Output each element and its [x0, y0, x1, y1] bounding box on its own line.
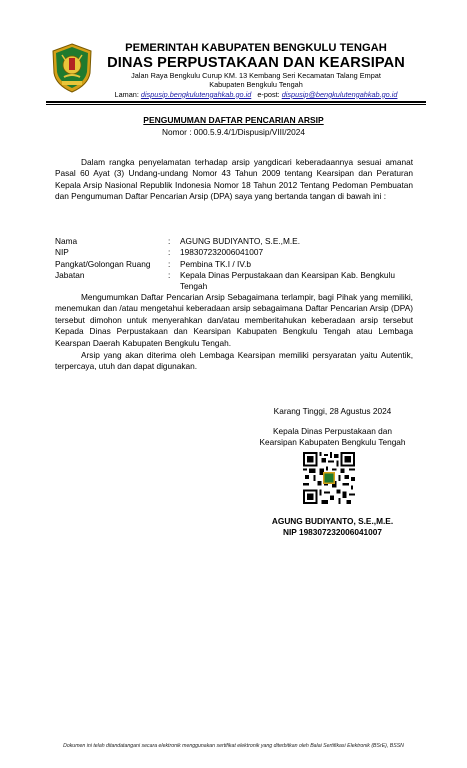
document-title: PENGUMUMAN DAFTAR PENCARIAN ARSIP: [143, 115, 324, 125]
identity-value: Pembina TK.I / IV.b: [180, 258, 252, 269]
identity-value: AGUNG BUDIYANTO, S.E.,M.E.: [180, 236, 301, 246]
identity-colon: :: [168, 269, 171, 280]
identity-value: Kepala Dinas Perpustakaan dan Kearsipan Kab. Bengkulu Tengah: [180, 269, 395, 292]
identity-label: Pangkat/Golongan Ruang: [55, 258, 151, 269]
identity-colon: :: [168, 236, 171, 246]
identity-colon: :: [168, 258, 171, 269]
signature-position: [240, 426, 425, 449]
signatory-block: [240, 516, 425, 539]
signatory-name: AGUNG BUDIYANTO, S.E.,M.E.: [271, 516, 394, 526]
agency-name: DINAS PERPUSTAKAAN DAN KEARSIPAN: [107, 55, 405, 71]
announcement-paragraph: Mengumumkan Daftar Pencarian Arsip Sebagaimana terlampir, bagi Pihak yang memiliki, menemukan dan /atau mengetahui keberadaan arsip sebagaimana Daftar Pencarian Arsip (DPA) tersebut dimohon untuk menyerahkan dan/atau memberitahukan keberadaan arsip tersebut Kepada Dinas Perpustakaan dan Kearsipan Kabupaten Bengkulu Tengah atau Lembaga Kearspan Daerah Kabupaten Bengkulu Tengah.: [55, 292, 413, 348]
signatory-identity: [55, 236, 415, 292]
identity-row-rank: [55, 259, 415, 270]
address-line-1: Jalan Raya Bengkulu Curup KM. 13 Kembang Seri Kecamatan Talang Empat: [131, 71, 381, 80]
website-label: Laman:: [114, 89, 139, 99]
letterhead-divider-thin: [46, 104, 426, 105]
signatory-nip: NIP 198307232006041007: [282, 527, 383, 538]
identity-row-position: [55, 270, 415, 293]
email-link[interactable]: dispusip@bengkulutengahkab.go.id: [281, 89, 398, 99]
closing-paragraph: Arsip yang akan diterima oleh Lembaga Kearsipan memiliki persyaratan yaitu Autentik, terpercaya, utuh dan dapat digunakan.: [55, 350, 413, 372]
signature-position-line-1: Kepala Dinas Perpustakaan dan: [272, 426, 392, 436]
identity-row-name: [55, 236, 415, 247]
regency-emblem-icon: [50, 43, 94, 93]
identity-label: NIP: [55, 247, 69, 258]
email-label: e-post:: [257, 89, 280, 99]
signature-place-date: Karang Tinggi, 28 Agustus 2024: [273, 406, 392, 416]
e-signature-footer-note: Dokumen ini telah ditandatangani secara elektronik menggunakan sertifikat elektronik yang diterbitkan oleh Balai Sertifikasi Elektronik (BSrE), BSSN: [63, 743, 404, 749]
identity-row-nip: [55, 247, 415, 258]
identity-label: Jabatan: [55, 269, 85, 280]
contact-line: [96, 90, 416, 99]
qr-code-icon[interactable]: [303, 452, 355, 504]
identity-colon: :: [168, 247, 171, 258]
intro-paragraph: Dalam rangka penyelamatan terhadap arsip yangdicari keberadaannya sesuai amanat Pasal 60 Ayat (3) Undang-undang Nomor 43 Tahun 2009 tentang Kearsipan dan Peraturan Kepala Arsip Nasional Republik Indonesia Nomor 18 Tahun 2012 Tentang Pedoman Pembuatan dan Pengumuman Daftar Pencarian Arsip (DPA) saya yang bertanda tangan di bawah ini :: [55, 157, 413, 202]
document-number: Nomor : 000.5.9.4/1/Dispusip/VIII/2024: [162, 127, 305, 137]
letterhead-divider-thick: [46, 101, 426, 103]
letterhead: [96, 42, 416, 99]
website-link[interactable]: dispusip.bengkulutengahkab.go.id: [140, 89, 252, 99]
address-line-2: Kabupaten Bengkulu Tengah: [209, 80, 303, 90]
identity-value: 198307232006041007: [180, 247, 264, 258]
government-name: PEMERINTAH KABUPATEN BENGKULU TENGAH: [125, 42, 387, 54]
signature-position-line-2: Kearsipan Kabupaten Bengkulu Tengah: [259, 437, 406, 448]
identity-label: Nama: [55, 236, 78, 246]
